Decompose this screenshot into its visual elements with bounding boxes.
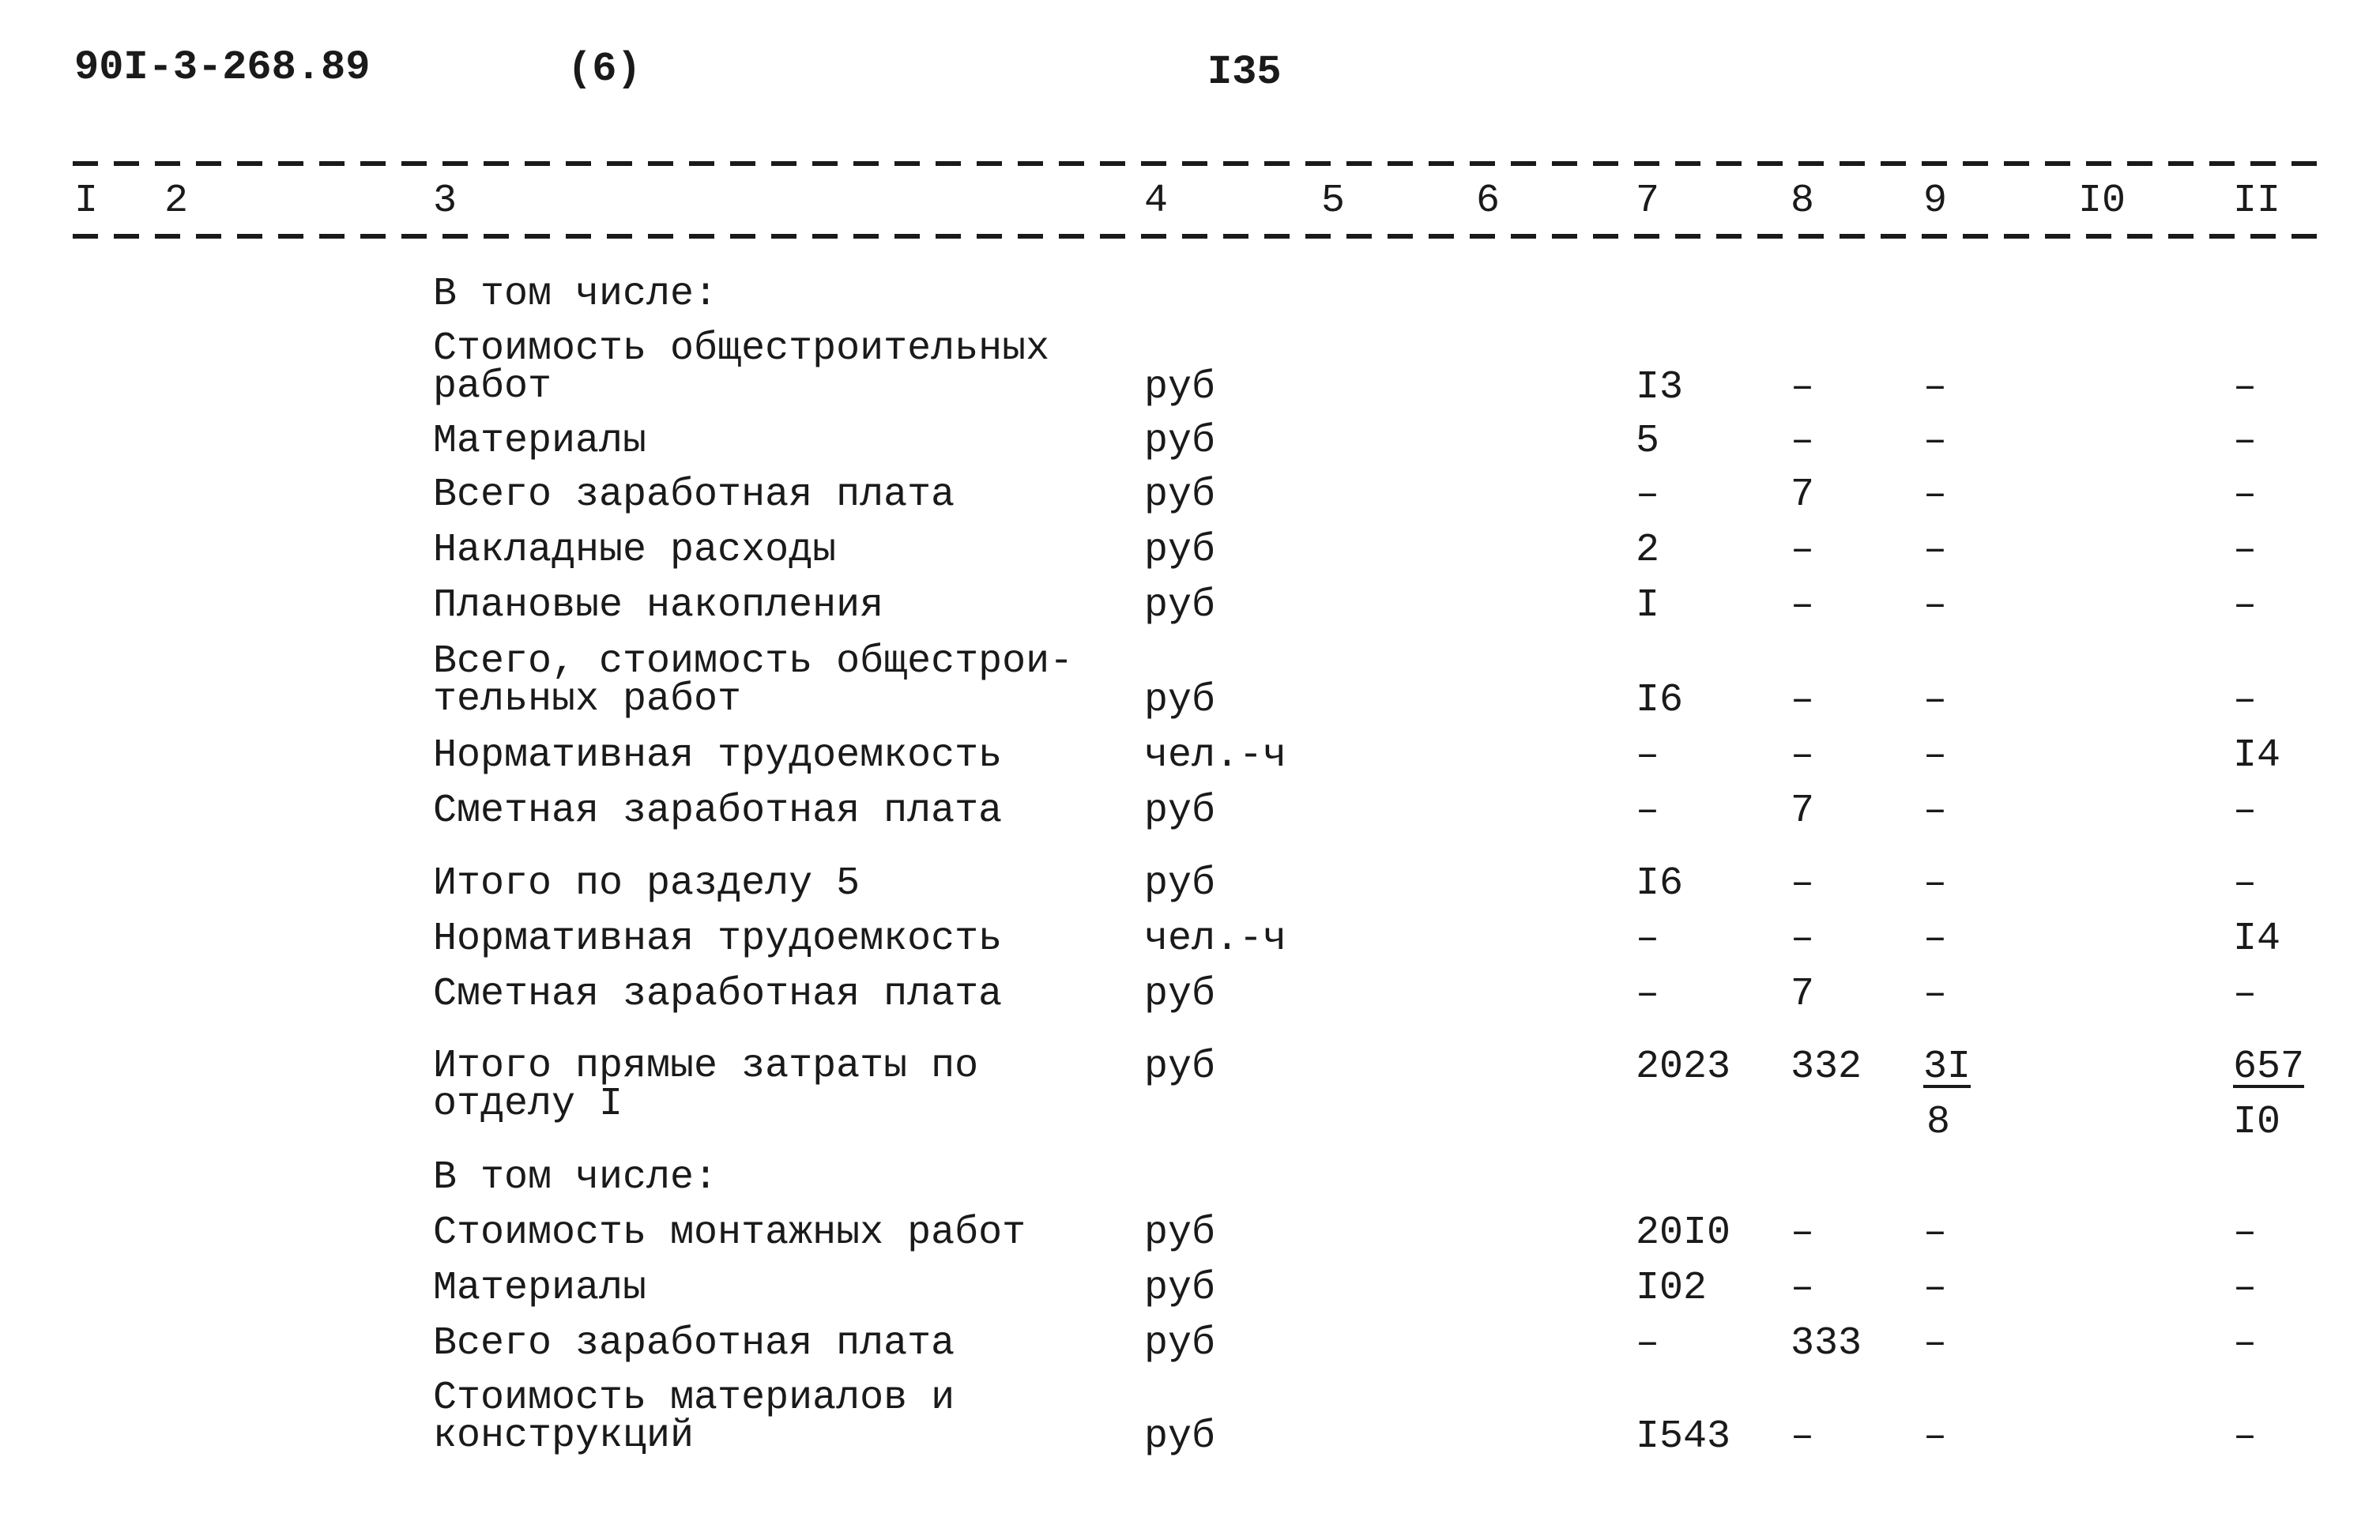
value-col-7: –	[1636, 473, 1660, 518]
item-name: Нормативная трудоемкость	[433, 917, 1003, 962]
value-col-9: –	[1923, 1211, 1948, 1256]
unit-cell: руб	[1144, 1321, 1216, 1366]
value-col-9-numerator: 3I	[1923, 1045, 1971, 1090]
value-col-11: –	[2233, 1266, 2258, 1311]
item-name: Всего заработная плата	[433, 1321, 955, 1366]
value-col-9: –	[1923, 678, 1948, 723]
value-col-11: –	[2233, 1414, 2258, 1459]
value-col-8: –	[1791, 678, 1815, 723]
column-header: 3	[433, 179, 458, 224]
value-col-7: 2	[1636, 528, 1660, 573]
value-col-9: –	[1923, 583, 1948, 628]
value-col-11: –	[2233, 583, 2258, 628]
item-name: Стоимость общестроительных работ	[433, 326, 1050, 409]
value-col-11: –	[2233, 678, 2258, 723]
value-col-9: –	[1923, 419, 1948, 464]
item-name: Стоимость монтажных работ	[433, 1211, 1026, 1256]
unit-cell: руб	[1144, 972, 1216, 1017]
value-col-8: –	[1791, 861, 1815, 906]
value-col-11: –	[2233, 789, 2258, 834]
value-col-8: –	[1791, 917, 1815, 962]
item-name: Всего, стоимость общестрои- тельных работ	[433, 639, 1074, 722]
value-col-7: I543	[1636, 1414, 1731, 1459]
value-col-9: –	[1923, 733, 1948, 778]
value-col-8: –	[1791, 365, 1815, 410]
header-rule-bottom	[73, 234, 2333, 239]
value-col-7: –	[1636, 917, 1660, 962]
column-header: 9	[1923, 179, 1948, 224]
value-col-7: I6	[1636, 678, 1684, 723]
value-col-9: –	[1923, 972, 1948, 1017]
value-col-11-denominator: I0	[2233, 1100, 2281, 1145]
value-col-9: –	[1923, 528, 1948, 573]
value-col-9: –	[1923, 1414, 1948, 1459]
value-col-9: –	[1923, 365, 1948, 410]
value-col-7: I6	[1636, 861, 1684, 906]
value-col-7: 5	[1636, 419, 1660, 464]
value-col-9: –	[1923, 861, 1948, 906]
column-header: I0	[2078, 179, 2126, 224]
value-col-11: –	[2233, 419, 2258, 464]
item-name: В том числе:	[433, 272, 718, 317]
value-col-11: –	[2233, 972, 2258, 1017]
unit-cell: чел.-ч	[1144, 917, 1287, 962]
page-number: I35	[1207, 49, 1282, 96]
unit-cell: руб	[1144, 1266, 1216, 1311]
unit-cell: чел.-ч	[1144, 733, 1287, 778]
value-col-8: –	[1791, 528, 1815, 573]
unit-cell: руб	[1144, 789, 1216, 834]
value-col-7: –	[1636, 789, 1660, 834]
column-header: 6	[1476, 179, 1501, 224]
item-name: Сметная заработная плата	[433, 972, 1003, 1017]
value-col-8: –	[1791, 733, 1815, 778]
item-name: Сметная заработная плата	[433, 789, 1003, 834]
unit-cell: руб	[1144, 419, 1216, 464]
column-header: II	[2233, 179, 2281, 224]
header-rule-top	[73, 161, 2333, 166]
value-col-11: –	[2233, 1211, 2258, 1256]
value-col-11: –	[2233, 365, 2258, 410]
value-col-9: –	[1923, 917, 1948, 962]
column-header: 4	[1144, 179, 1169, 224]
unit-cell: руб	[1144, 528, 1216, 573]
unit-cell: руб	[1144, 1211, 1216, 1256]
value-col-7: I	[1636, 583, 1660, 628]
column-header: 2	[164, 179, 189, 224]
unit-cell: руб	[1144, 1414, 1216, 1459]
item-name: Итого прямые затраты по отделу I	[433, 1044, 979, 1127]
value-col-9: –	[1923, 1266, 1948, 1311]
item-name: Нормативная трудоемкость	[433, 733, 1003, 778]
item-name: Плановые накопления	[433, 583, 884, 628]
value-col-8: 332	[1791, 1045, 1862, 1090]
value-col-7: –	[1636, 1321, 1660, 1366]
value-col-8: –	[1791, 1414, 1815, 1459]
value-col-11: –	[2233, 528, 2258, 573]
value-col-7: I3	[1636, 365, 1684, 410]
value-col-8: –	[1791, 419, 1815, 464]
value-col-11: –	[2233, 473, 2258, 518]
value-col-8: 7	[1791, 473, 1815, 518]
value-col-9-denominator: 8	[1926, 1100, 1951, 1145]
value-col-9: –	[1923, 789, 1948, 834]
value-col-7: –	[1636, 972, 1660, 1017]
value-col-8: –	[1791, 1266, 1815, 1311]
value-col-9: –	[1923, 473, 1948, 518]
unit-cell: руб	[1144, 861, 1216, 906]
value-col-9: –	[1923, 1321, 1948, 1366]
value-col-11: –	[2233, 861, 2258, 906]
column-header: I	[74, 179, 99, 224]
value-col-11: I4	[2233, 733, 2281, 778]
item-name: Всего заработная плата	[433, 473, 955, 518]
item-name: В том числе:	[433, 1155, 718, 1200]
value-col-7: I02	[1636, 1266, 1708, 1311]
value-col-7: –	[1636, 733, 1660, 778]
sheet-mark: (6)	[567, 46, 642, 92]
item-name: Материалы	[433, 419, 647, 464]
value-col-11-numerator: 657	[2233, 1045, 2305, 1090]
value-col-8: –	[1791, 583, 1815, 628]
value-col-8: –	[1791, 1211, 1815, 1256]
item-name: Накладные расходы	[433, 528, 837, 573]
item-name: Итого по разделу 5	[433, 861, 860, 906]
value-col-8: 333	[1791, 1321, 1862, 1366]
value-col-7: 20I0	[1636, 1211, 1731, 1256]
column-header: 8	[1791, 179, 1815, 224]
value-col-8: 7	[1791, 972, 1815, 1017]
value-col-7: 2023	[1636, 1045, 1731, 1090]
item-name: Стоимость материалов и конструкций	[433, 1376, 955, 1459]
unit-cell: руб	[1144, 583, 1216, 628]
unit-cell: руб	[1144, 365, 1216, 410]
value-col-11: –	[2233, 1321, 2258, 1366]
value-col-8: 7	[1791, 789, 1815, 834]
item-name: Материалы	[433, 1266, 647, 1311]
column-header: 7	[1636, 179, 1660, 224]
unit-cell: руб	[1144, 1045, 1216, 1090]
unit-cell: руб	[1144, 678, 1216, 723]
unit-cell: руб	[1144, 473, 1216, 518]
column-header: 5	[1321, 179, 1346, 224]
doc-code: 90I-3-268.89	[74, 44, 371, 91]
value-col-11: I4	[2233, 917, 2281, 962]
